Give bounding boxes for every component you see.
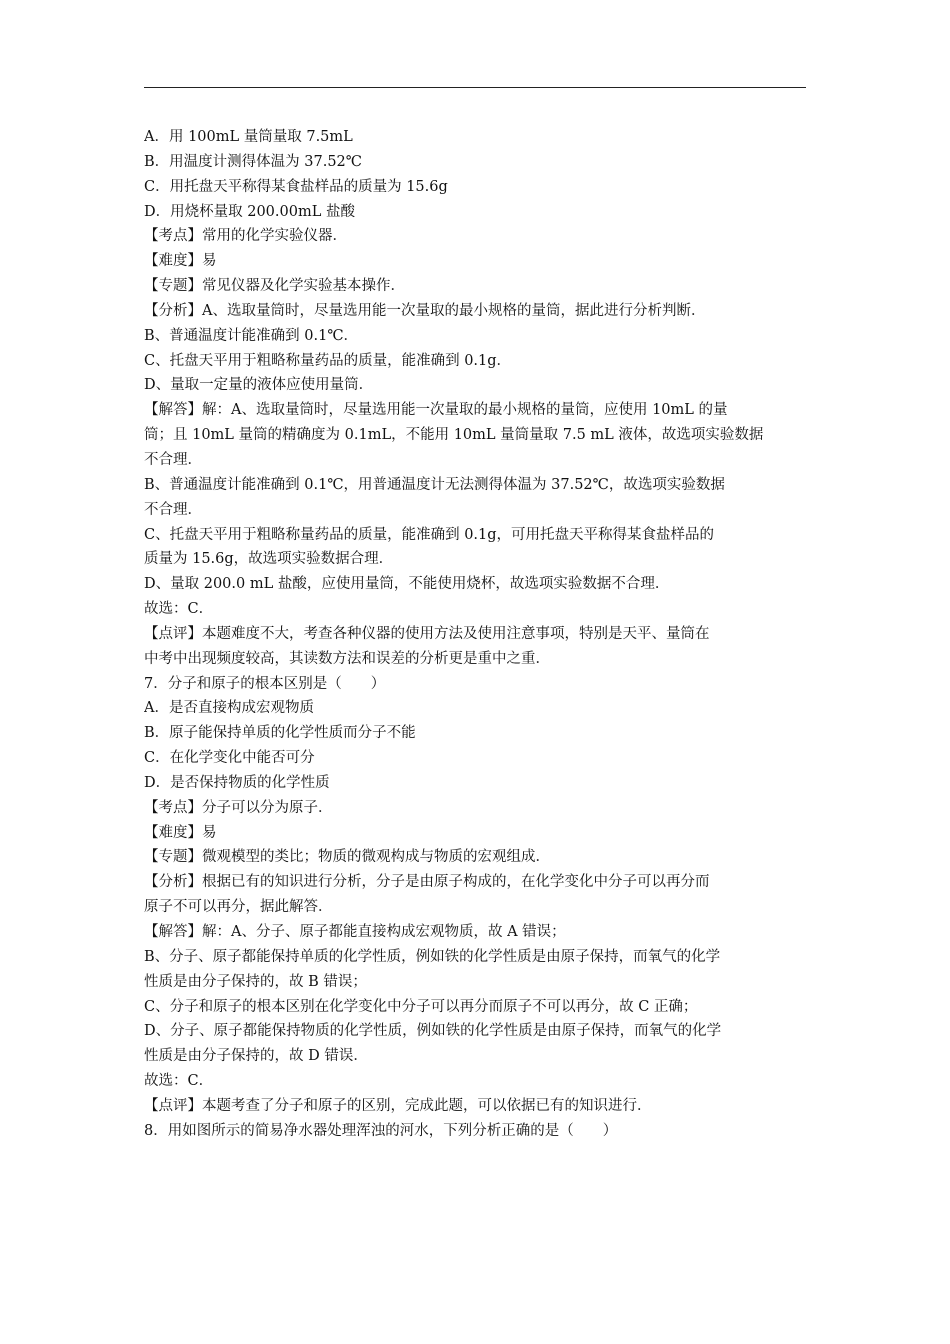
text-line: 质量为 15.6g，故选项实验数据合理．: [144, 551, 394, 568]
text-line: 【难度】易: [144, 824, 217, 841]
text-line: 【解答】解：A、分子、原子都能直接构成宏观物质，故 A 错误；: [144, 924, 566, 940]
text-line: 【专题】常见仪器及化学实验基本操作．: [144, 278, 405, 295]
text-line: 不合理．: [144, 451, 202, 468]
text-line: 不合理．: [144, 501, 202, 518]
text-line: B、分子、原子都能保持单质的化学性质，例如铁的化学性质是由原子保持，而氧气的化学: [144, 948, 721, 965]
header-rule: [144, 87, 806, 88]
text-line: C．在化学变化中能否可分: [144, 750, 315, 767]
text-line: 【专题】微观模型的类比；物质的微观构成与物质的宏观组成．: [144, 849, 550, 866]
text-line: 【分析】根据已有的知识进行分析，分子是由原子构成的，在化学变化中分子可以再分而: [144, 874, 710, 891]
text-line: 中考中出现频度较高，其读数方法和误差的分析更是重中之重．: [144, 650, 550, 667]
text-line: D、量取 200.0 mL 盐酸，应使用量筒，不能使用烧杯，故选项实验数据不合理．: [144, 576, 670, 593]
text-line: C、托盘天平用于粗略称量药品的质量，能准确到 0.1g．: [144, 352, 512, 369]
text-line: 7．分子和原子的根本区别是（ ）: [144, 675, 386, 692]
text-line: D．用烧杯量取 200.00mL 盐酸: [144, 203, 355, 220]
text-line: C、托盘天平用于粗略称量药品的质量，能准确到 0.1g，可用托盘天平称得某食盐样品的: [144, 526, 715, 543]
text-line: 性质是由分子保持的，故 D 错误．: [144, 1048, 368, 1065]
text-line: 【难度】易: [144, 253, 217, 270]
text-line: C、分子和原子的根本区别在化学变化中分子可以再分而原子不可以再分，故 C 正确；: [144, 998, 698, 1015]
text-line: 【考点】常用的化学实验仪器．: [144, 228, 347, 245]
text-line: C．用托盘天平称得某食盐样品的质量为 15.6g: [144, 178, 448, 195]
text-line: 原子不可以再分，据此解答．: [144, 899, 333, 916]
text-line: 【分析】A、选取量筒时，尽量选用能一次量取的最小规格的量筒，据此进行分析判断．: [144, 302, 706, 319]
text-line: A．是否直接构成宏观物质: [144, 700, 314, 717]
text-line: 性质是由分子保持的，故 B 错误；: [144, 973, 367, 990]
text-line: 故选：C．: [144, 1073, 214, 1090]
text-line: 故选：C．: [144, 601, 214, 618]
text-line: 【考点】分子可以分为原子．: [144, 799, 333, 816]
text-line: B、普通温度计能准确到 0.1℃，用普通温度计无法测得体温为 37.52℃，故选项实验数据: [144, 476, 725, 493]
text-line: B、普通温度计能准确到 0.1℃．: [144, 327, 359, 344]
text-line: 【点评】本题考查了分子和原子的区别，完成此题，可以依据已有的知识进行．: [144, 1097, 652, 1114]
text-line: 【解答】解：A、选取量筒时，尽量选用能一次量取的最小规格的量筒，应使用 10mL 的量: [144, 402, 728, 419]
text-line: 8．用如图所示的简易净水器处理浑浊的河水，下列分析正确的是（ ）: [144, 1122, 618, 1139]
text-line: D．是否保持物质的化学性质: [144, 774, 330, 791]
text-line: B．用温度计测得体温为 37.52℃: [144, 153, 362, 170]
document-body: [144, 125, 808, 1144]
text-line: D、量取一定量的液体应使用量筒．: [144, 377, 374, 394]
text-line: B．原子能保持单质的化学性质而分子不能: [144, 725, 416, 742]
text-line: 筒；且 10mL 量筒的精确度为 0.1mL，不能用 10mL 量筒量取 7.5 mL 液体，故选项实验数据: [144, 427, 764, 444]
text-line: A．用 100mL 量筒量取 7.5mL: [144, 129, 353, 145]
text-line: D、分子、原子都能保持物质的化学性质，例如铁的化学性质是由原子保持，而氧气的化学: [144, 1023, 722, 1040]
text-line: 【点评】本题难度不大，考查各种仪器的使用方法及使用注意事项，特别是天平、量筒在: [144, 625, 710, 642]
